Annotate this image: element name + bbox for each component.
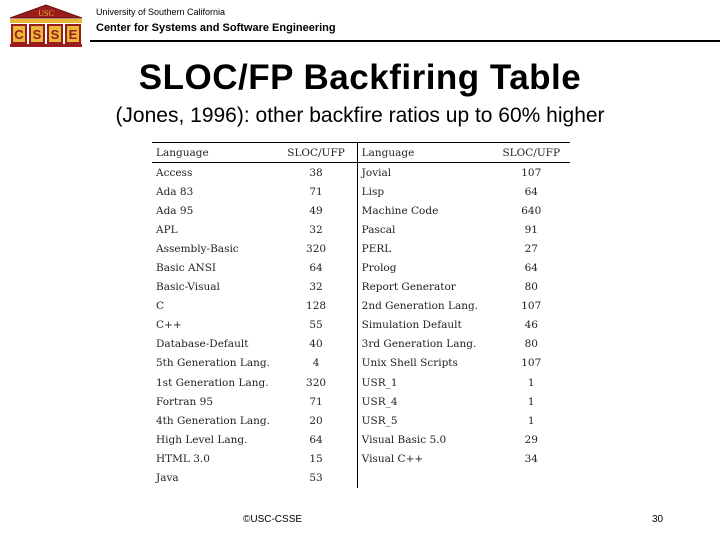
sloc-cell: 320 — [275, 239, 357, 258]
language-cell: Basic-Visual — [156, 281, 220, 294]
language-cell: Lisp — [361, 185, 385, 198]
sloc-cell: 71 — [275, 182, 357, 201]
language-cell: USR_4 — [361, 395, 398, 408]
language-cell — [357, 469, 492, 488]
sloc-cell: 38 — [275, 163, 357, 183]
table-body — [152, 163, 570, 488]
language-cell: Access — [156, 166, 193, 179]
sloc-cell: 40 — [275, 335, 357, 354]
table-header-row — [152, 143, 570, 163]
sloc-cell — [493, 469, 570, 488]
table-row — [152, 373, 570, 392]
language-cell: C — [156, 300, 165, 313]
table-row — [152, 182, 570, 201]
language-cell: Simulation Default — [361, 319, 462, 332]
slide-subtitle: (Jones, 1996): other backfire ratios up to 60% higher — [115, 104, 605, 127]
logo-usc-text: USC — [38, 9, 54, 18]
language-cell: Database-Default — [156, 338, 249, 351]
table-row — [152, 449, 570, 468]
language-cell: C++ — [156, 319, 182, 332]
language-cell: 1st Generation Lang. — [156, 376, 269, 389]
sloc-cell: 32 — [275, 278, 357, 297]
table-row — [152, 163, 570, 183]
sloc-cell: 55 — [275, 316, 357, 335]
table-row — [152, 258, 570, 277]
language-cell: 3rd Generation Lang. — [361, 338, 477, 351]
language-cell: Basic ANSI — [156, 262, 217, 275]
language-cell: USR_5 — [361, 414, 398, 427]
sloc-cell: 107 — [521, 357, 542, 370]
language-cell: Jovial — [361, 166, 392, 179]
sloc-cell: 15 — [275, 449, 357, 468]
language-cell: 2nd Generation Lang. — [361, 300, 479, 313]
sloc-cell: 32 — [275, 220, 357, 239]
sloc-cell: 27 — [524, 242, 538, 255]
language-cell: Pascal — [361, 223, 396, 236]
sloc-cell: 107 — [521, 166, 542, 179]
language-cell: APL — [156, 223, 178, 236]
footer-copyright: ©USC-CSSE — [243, 514, 303, 525]
language-cell: Ada 83 — [156, 185, 194, 198]
language-cell: Java — [156, 472, 179, 485]
usc-csse-logo — [6, 4, 86, 48]
sloc-cell: 20 — [275, 411, 357, 430]
language-cell: Ada 95 — [156, 204, 194, 217]
language-cell: HTML 3.0 — [156, 452, 210, 465]
sloc-cell: 107 — [521, 300, 542, 313]
logo-letter: E — [68, 27, 78, 42]
table-row — [152, 201, 570, 220]
sloc-cell: 128 — [275, 297, 357, 316]
header-sloc-left: SLOC/UFP — [275, 143, 357, 163]
sloc-cell: 320 — [275, 373, 357, 392]
header-divider — [90, 40, 720, 42]
language-cell: Visual Basic 5.0 — [361, 433, 447, 446]
center-name: Center for Systems and Software Engineering — [96, 22, 336, 34]
table-row — [152, 220, 570, 239]
sloc-cell: 1 — [527, 414, 535, 427]
language-cell: Fortran 95 — [156, 395, 214, 408]
language-cell: PERL — [361, 242, 392, 255]
language-cell: Visual C++ — [361, 452, 424, 465]
language-cell: Report Generator — [361, 281, 456, 294]
header-language-left: Language — [152, 143, 275, 163]
sloc-cell: 64 — [275, 430, 357, 449]
sloc-cell: 4 — [275, 354, 357, 373]
sloc-cell: 71 — [275, 392, 357, 411]
sloc-cell: 49 — [275, 201, 357, 220]
header-language-right: Language — [357, 143, 492, 163]
sloc-cell: 53 — [275, 469, 357, 488]
language-cell: High Level Lang. — [156, 433, 248, 446]
sloc-cell: 64 — [524, 185, 538, 198]
language-cell: USR_1 — [361, 376, 398, 389]
sloc-cell: 34 — [524, 452, 538, 465]
language-cell: Machine Code — [361, 204, 439, 217]
slide-title: SLOC/FP Backfiring Table — [138, 58, 582, 97]
logo-letter: S — [32, 27, 42, 42]
language-cell: Assembly-Basic — [156, 242, 239, 255]
language-cell: Unix Shell Scripts — [361, 357, 458, 370]
logo-letter-blocks — [11, 24, 81, 44]
sloc-cell: 1 — [527, 395, 535, 408]
table-row — [152, 411, 570, 430]
header-sloc-right: SLOC/UFP — [493, 143, 570, 163]
backfiring-table — [152, 142, 570, 488]
language-cell: Prolog — [361, 262, 397, 275]
table-row — [152, 430, 570, 449]
sloc-cell: 91 — [524, 223, 538, 236]
sloc-cell: 29 — [524, 433, 538, 446]
language-cell: 4th Generation Lang. — [156, 414, 270, 427]
page-number: 30 — [652, 514, 664, 525]
language-cell: 5th Generation Lang. — [156, 357, 270, 370]
table-row — [152, 335, 570, 354]
sloc-cell: 1 — [527, 376, 535, 389]
sloc-cell: 640 — [521, 204, 542, 217]
sloc-cell: 80 — [524, 338, 538, 351]
table-row — [152, 278, 570, 297]
logo-letter: S — [50, 27, 60, 42]
table-row — [152, 392, 570, 411]
table-row — [152, 239, 570, 258]
sloc-cell: 80 — [524, 281, 538, 294]
table-row — [152, 297, 570, 316]
sloc-cell: 64 — [524, 262, 538, 275]
sloc-cell: 64 — [275, 258, 357, 277]
table-row — [152, 354, 570, 373]
university-name: University of Southern California — [96, 7, 226, 17]
table-row — [152, 316, 570, 335]
backfiring-table-container — [152, 142, 570, 488]
sloc-cell: 46 — [524, 319, 538, 332]
table-row — [152, 469, 570, 488]
logo-letter: C — [14, 27, 24, 42]
